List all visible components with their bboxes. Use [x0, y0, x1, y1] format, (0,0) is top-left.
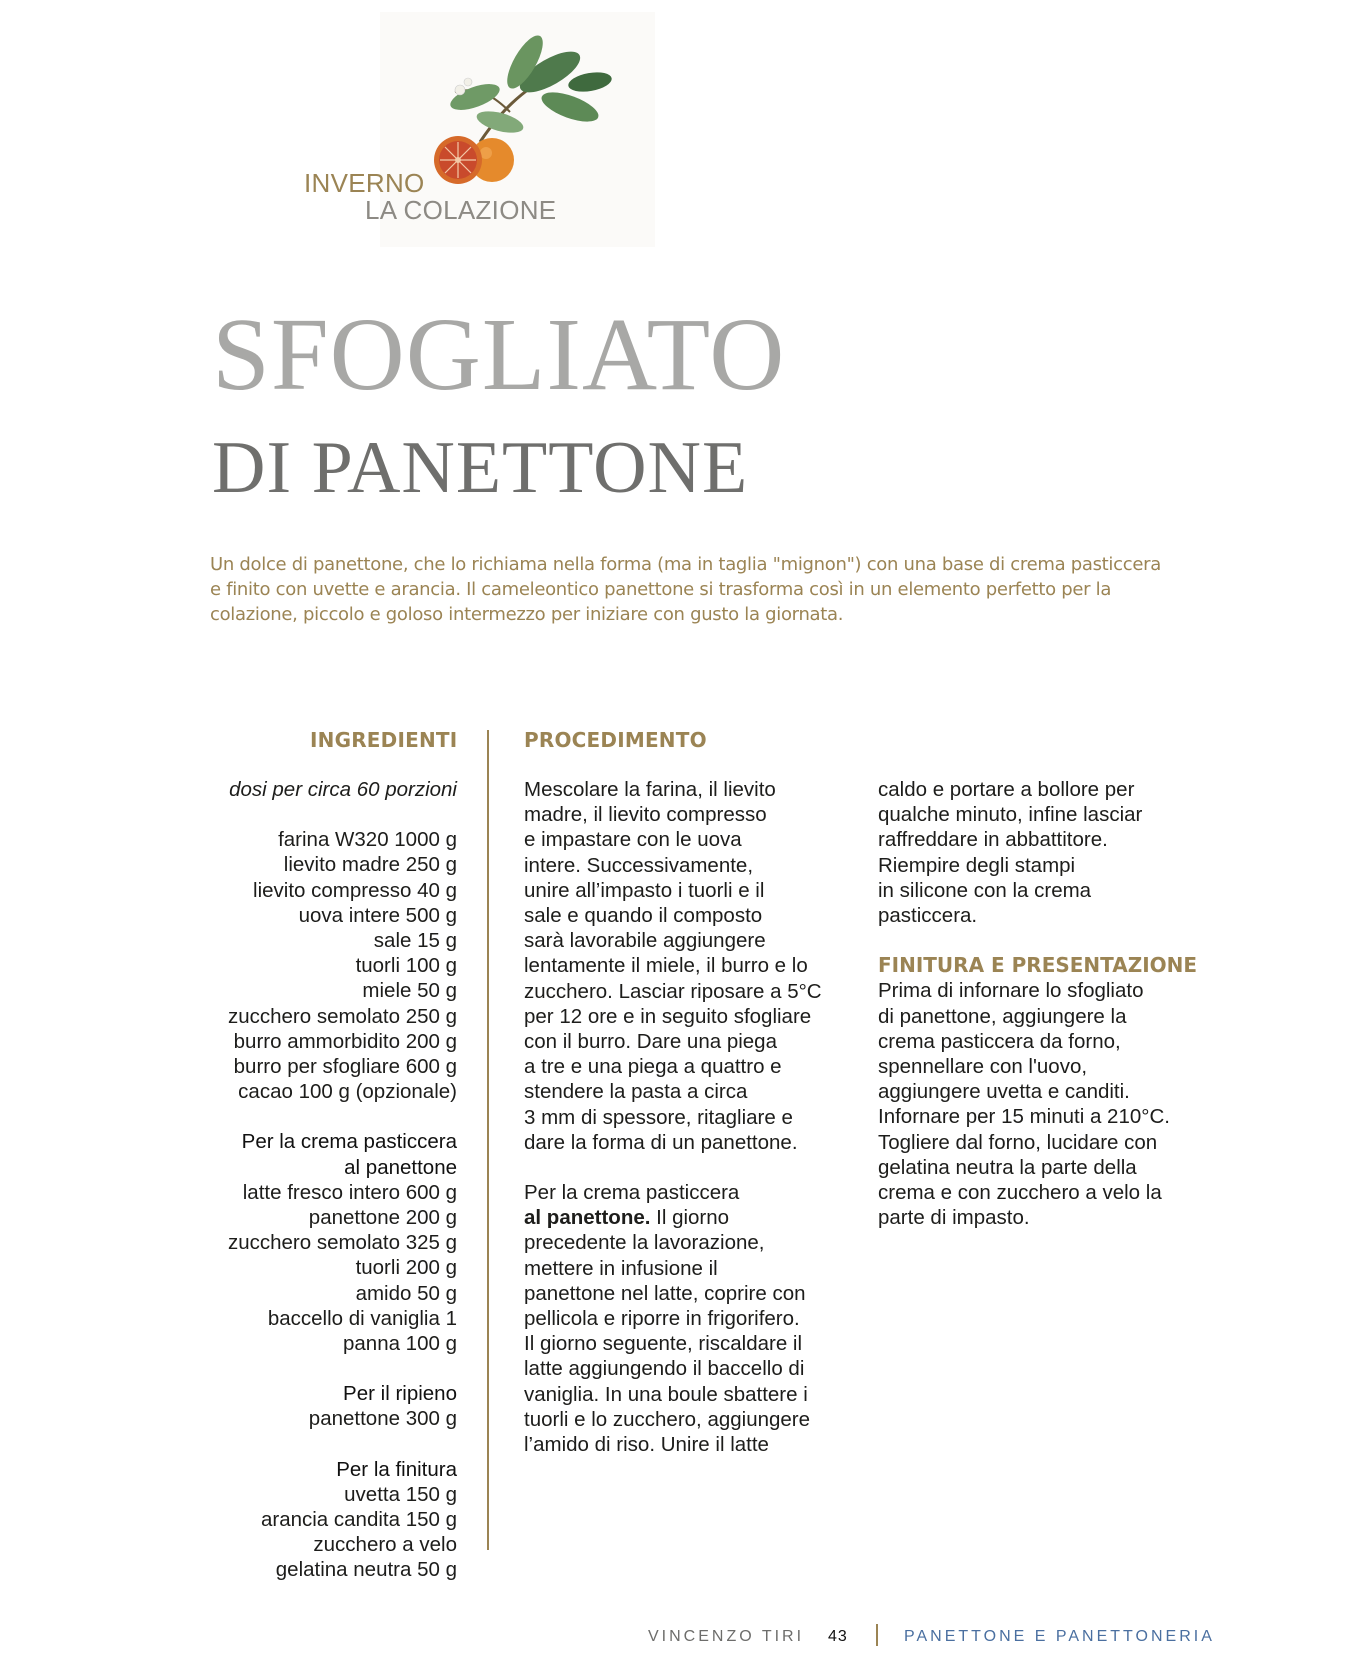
procedure-column-1: [524, 777, 864, 1457]
ingredient-item: cacao 100 g (opzionale): [238, 1080, 457, 1104]
procedure-line: sale e quando il composto: [524, 904, 763, 928]
column-divider: [487, 730, 489, 1550]
procedure-line: pellicola e riporre in frigorifero.: [524, 1307, 800, 1331]
procedure-line: Mescolare la farina, il lievito: [524, 778, 776, 801]
procedure-line: l’amido di riso. Unire il latte: [524, 1433, 769, 1457]
procedure-column-2: [878, 777, 1208, 1230]
ingredient-item: gelatina neutra 50 g: [275, 1558, 457, 1582]
crema-procedure-heading-2: al panettone.: [524, 1206, 651, 1230]
procedure-line: lentamente il miele, il burro e lo: [524, 954, 808, 978]
procedure-line: 3 mm di spessore, ritagliare e: [524, 1105, 793, 1129]
ingredient-item: arancia candita 150 g: [260, 1508, 457, 1532]
ingredient-item: panettone 200 g: [308, 1206, 457, 1230]
procedure-line: pasticcera.: [878, 904, 978, 928]
procedure-line: stendere la pasta a circa: [524, 1080, 748, 1104]
procedure-line: mettere in infusione il: [524, 1256, 718, 1280]
crema-heading: Per la crema pasticcera: [241, 1130, 457, 1154]
ingredient-item: burro per sfogliare 600 g: [233, 1055, 457, 1079]
finitura-list: [150, 1482, 457, 1583]
procedure-line: di panettone, aggiungere la: [878, 1004, 1127, 1028]
dough-list: [150, 827, 457, 1104]
procedure-line: qualche minuto, infine lasciar: [878, 803, 1143, 827]
procedure-line: zucchero. Lasciar riposare a 5°C: [524, 979, 822, 1003]
ingredient-item: farina W320 1000 g: [278, 828, 457, 852]
crema-procedure-continued: [878, 777, 1208, 928]
crema-procedure-heading: Per la crema pasticcera: [524, 1181, 740, 1205]
procedure-line: aggiungere uvetta e canditi.: [878, 1080, 1130, 1104]
recipe-subtitle: DI PANETTONE: [212, 427, 749, 509]
procedure-line: a tre e una piega a quattro e: [524, 1055, 782, 1079]
ingredient-item: tuorli 100 g: [355, 954, 457, 978]
procedure-line: latte aggiungendo il baccello di: [524, 1357, 805, 1381]
procedure-line: dare la forma di un panettone.: [524, 1130, 798, 1154]
ingredient-item: latte fresco intero 600 g: [242, 1180, 457, 1204]
procedure-line: crema e con zucchero a velo la: [878, 1181, 1162, 1205]
procedure-line: madre, il lievito compresso: [524, 803, 767, 827]
ingredient-item: panettone 300 g: [308, 1407, 457, 1431]
footer-separator: [876, 1624, 878, 1646]
procedure-line: sarà lavorabile aggiungere: [524, 929, 766, 953]
ingredient-item: burro ammorbidito 200 g: [233, 1029, 457, 1053]
finish-text: [878, 978, 1208, 1230]
procedure-line: spennellare con l'uovo,: [878, 1055, 1088, 1079]
finish-heading: FINITURA E PRESENTAZIONE: [878, 953, 1198, 978]
ingredient-item: lievito madre 250 g: [283, 853, 457, 877]
procedure-line: e impastare con le uova: [524, 828, 742, 852]
crema-procedure-text-start: Il giorno: [650, 1206, 730, 1230]
procedure-line: panettone nel latte, coprire con: [524, 1281, 806, 1305]
crema-procedure-heading-line: [524, 1205, 864, 1230]
procedure-line: crema pasticcera da forno,: [878, 1029, 1121, 1053]
ingredient-item: panna 100 g: [342, 1332, 457, 1356]
section-tag: [304, 170, 556, 224]
procedure-line: in silicone con la crema: [878, 878, 1092, 902]
ingredient-item: zucchero semolato 250 g: [227, 1004, 457, 1028]
intro-line: e finito con uvette e arancia. Il cameleontico panettone si trasforma così in un elemento perfetto per la: [210, 579, 1112, 600]
crema-heading-2: al panettone: [344, 1155, 457, 1179]
finitura-heading: Per la finitura: [336, 1457, 457, 1481]
ingredient-item: sale 15 g: [373, 929, 457, 953]
ingredient-item: baccello di vaniglia 1: [267, 1306, 457, 1330]
ripieno-list: [150, 1406, 457, 1431]
intro-line: colazione, piccolo e goloso intermezzo per iniziare con gusto la giornata.: [210, 604, 844, 625]
procedure-line: vaniglia. In una boule sbattere i: [524, 1382, 808, 1406]
procedure-line: Riempire degli stampi: [878, 853, 1076, 877]
procedure-line: Prima di infornare lo sfogliato: [878, 979, 1144, 1003]
procedure-line: unire all’impasto i tuorli e il: [524, 878, 765, 902]
ingredient-item: amido 50 g: [355, 1281, 457, 1305]
footer-author: VINCENZO TIRI: [648, 1628, 805, 1645]
procedure-line: Il giorno seguente, riscaldare il: [524, 1332, 803, 1356]
crema-procedure-text: [524, 1230, 864, 1457]
procedure-heading: PROCEDIMENTO: [524, 728, 707, 752]
procedure-line: per 12 ore e in seguito sfogliare: [524, 1004, 812, 1028]
season-label: INVERNO: [304, 168, 425, 198]
ingredient-item: zucchero a velo: [313, 1533, 457, 1557]
page-number: 43: [828, 1628, 848, 1645]
ripieno-heading: Per il ripieno: [343, 1382, 457, 1406]
ingredients-list: [150, 777, 457, 1583]
procedure-line: precedente la lavorazione,: [524, 1231, 765, 1255]
ingredient-item: uvetta 150 g: [344, 1482, 457, 1506]
ingredient-item: lievito compresso 40 g: [253, 878, 457, 902]
procedure-line: con il burro. Dare una piega: [524, 1030, 777, 1054]
crema-list: [150, 1180, 457, 1356]
procedure-line: tuorli e lo zucchero, aggiungere: [524, 1407, 811, 1431]
footer-book-title: PANETTONE E PANETTONERIA: [904, 1628, 1215, 1645]
procedure-line: caldo e portare a bollore per: [878, 778, 1135, 801]
procedure-line: raffreddare in abbattitore.: [878, 828, 1108, 852]
ingredient-item: tuorli 200 g: [355, 1256, 457, 1280]
procedure-line: gelatina neutra la parte della: [878, 1155, 1137, 1179]
intro-line: Un dolce di panettone, che lo richiama nella forma (ma in taglia "mignon") con una base di crema pasticcera: [210, 554, 1161, 575]
procedure-line: parte di impasto.: [878, 1206, 1030, 1230]
ingredients-heading: INGREDIENTI: [310, 728, 458, 752]
procedure-line: Togliere dal forno, lucidare con: [878, 1130, 1158, 1154]
ingredient-item: zucchero semolato 325 g: [227, 1231, 457, 1255]
procedure-dough-text: [524, 777, 864, 1155]
ingredient-item: miele 50 g: [362, 979, 457, 1003]
ingredient-item: uova intere 500 g: [298, 903, 457, 927]
procedure-line: intere. Successivamente,: [524, 853, 754, 877]
recipe-title: SFOGLIATO: [212, 297, 786, 412]
intro-paragraph: [210, 552, 1170, 627]
dose-note: dosi per circa 60 porzioni: [229, 778, 457, 801]
procedure-line: Infornare per 15 minuti a 210°C.: [878, 1105, 1170, 1129]
section-label: LA COLAZIONE: [365, 195, 557, 225]
